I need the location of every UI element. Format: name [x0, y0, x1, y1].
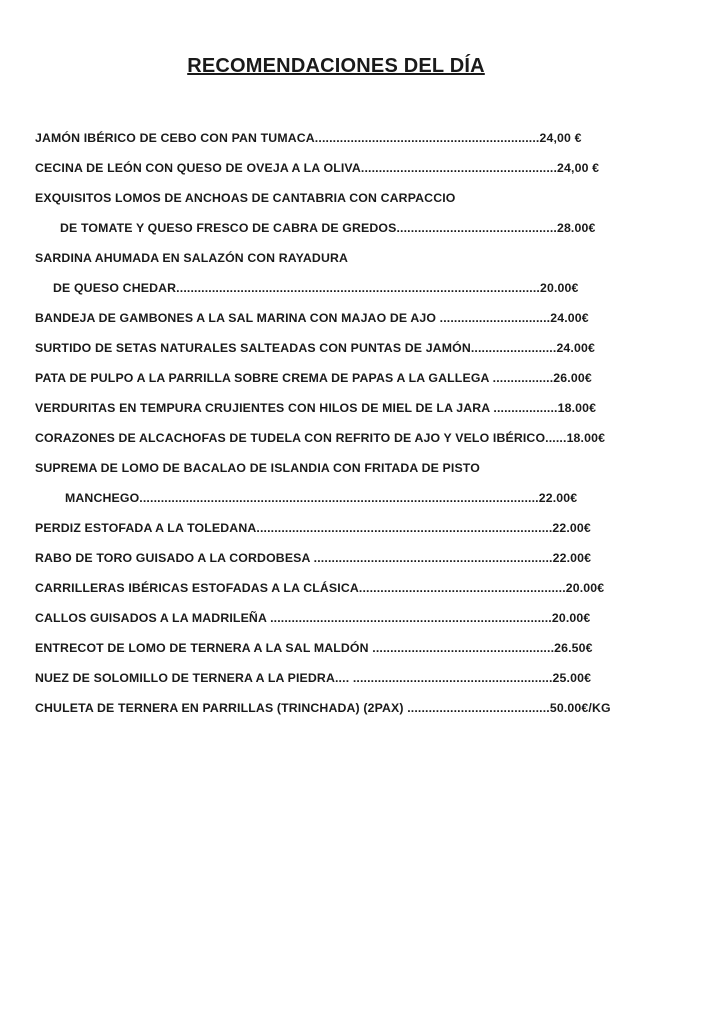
menu-line: RABO DE TORO GUISADO A LA CORDOBESA ...................................................................22.00€: [35, 551, 592, 565]
menu-line: CECINA DE LEÓN CON QUESO DE OVEJA A LA OLIVA.......................................................24,00 €: [35, 161, 600, 175]
menu-line: SURTIDO DE SETAS NATURALES SALTEADAS CON PUNTAS DE JAMÓN........................24.00€: [35, 341, 595, 355]
menu-line: SARDINA AHUMADA EN SALAZÓN CON RAYADURA: [35, 251, 349, 265]
page-title: RECOMENDACIONES DEL DÍA: [187, 55, 485, 77]
menu-line: ENTRECOT DE LOMO DE TERNERA A LA SAL MALDÓN ...................................................26.50€: [35, 641, 593, 655]
menu-line: JAMÓN IBÉRICO DE CEBO CON PAN TUMACA...............................................................24,00 €: [35, 131, 582, 145]
menu-line: PERDIZ ESTOFADA A LA TOLEDANA...................................................................................22.00€: [35, 521, 591, 535]
menu-line: DE TOMATE Y QUESO FRESCO DE CABRA DE GREDOS.............................................28.00€: [60, 221, 596, 235]
menu-line: MANCHEGO................................................................................................................22.00€: [65, 491, 578, 505]
menu-line: CHULETA DE TERNERA EN PARRILLAS (TRINCHADA) (2PAX) ........................................50.00€/KG: [35, 701, 611, 715]
menu-line: PATA DE PULPO A LA PARRILLA SOBRE CREMA DE PAPAS A LA GALLEGA .................26.00€: [35, 371, 592, 385]
menu-line: BANDEJA DE GAMBONES A LA SAL MARINA CON MAJAO DE AJO ...............................24.00€: [35, 311, 589, 325]
menu-line: VERDURITAS EN TEMPURA CRUJIENTES CON HILOS DE MIEL DE LA JARA ..................18.00€: [35, 401, 597, 415]
menu-line: CARRILLERAS IBÉRICAS ESTOFADAS A LA CLÁSICA..........................................................20.00€: [35, 581, 605, 595]
menu-line: CALLOS GUISADOS A LA MADRILEÑA ...............................................................................20.00€: [35, 611, 591, 625]
menu-line: EXQUISITOS LOMOS DE ANCHOAS DE CANTABRIA CON CARPACCIO: [35, 191, 456, 205]
menu-line: CORAZONES DE ALCACHOFAS DE TUDELA CON REFRITO DE AJO Y VELO IBÉRICO......18.00€: [35, 431, 606, 445]
menu-line: SUPREMA DE LOMO DE BACALAO DE ISLANDIA CON FRITADA DE PISTO: [35, 461, 480, 475]
menu-line: NUEZ DE SOLOMILLO DE TERNERA A LA PIEDRA.... ........................................................25.00€: [35, 671, 592, 685]
menu-line: DE QUESO CHEDAR......................................................................................................20.00€: [53, 281, 579, 295]
